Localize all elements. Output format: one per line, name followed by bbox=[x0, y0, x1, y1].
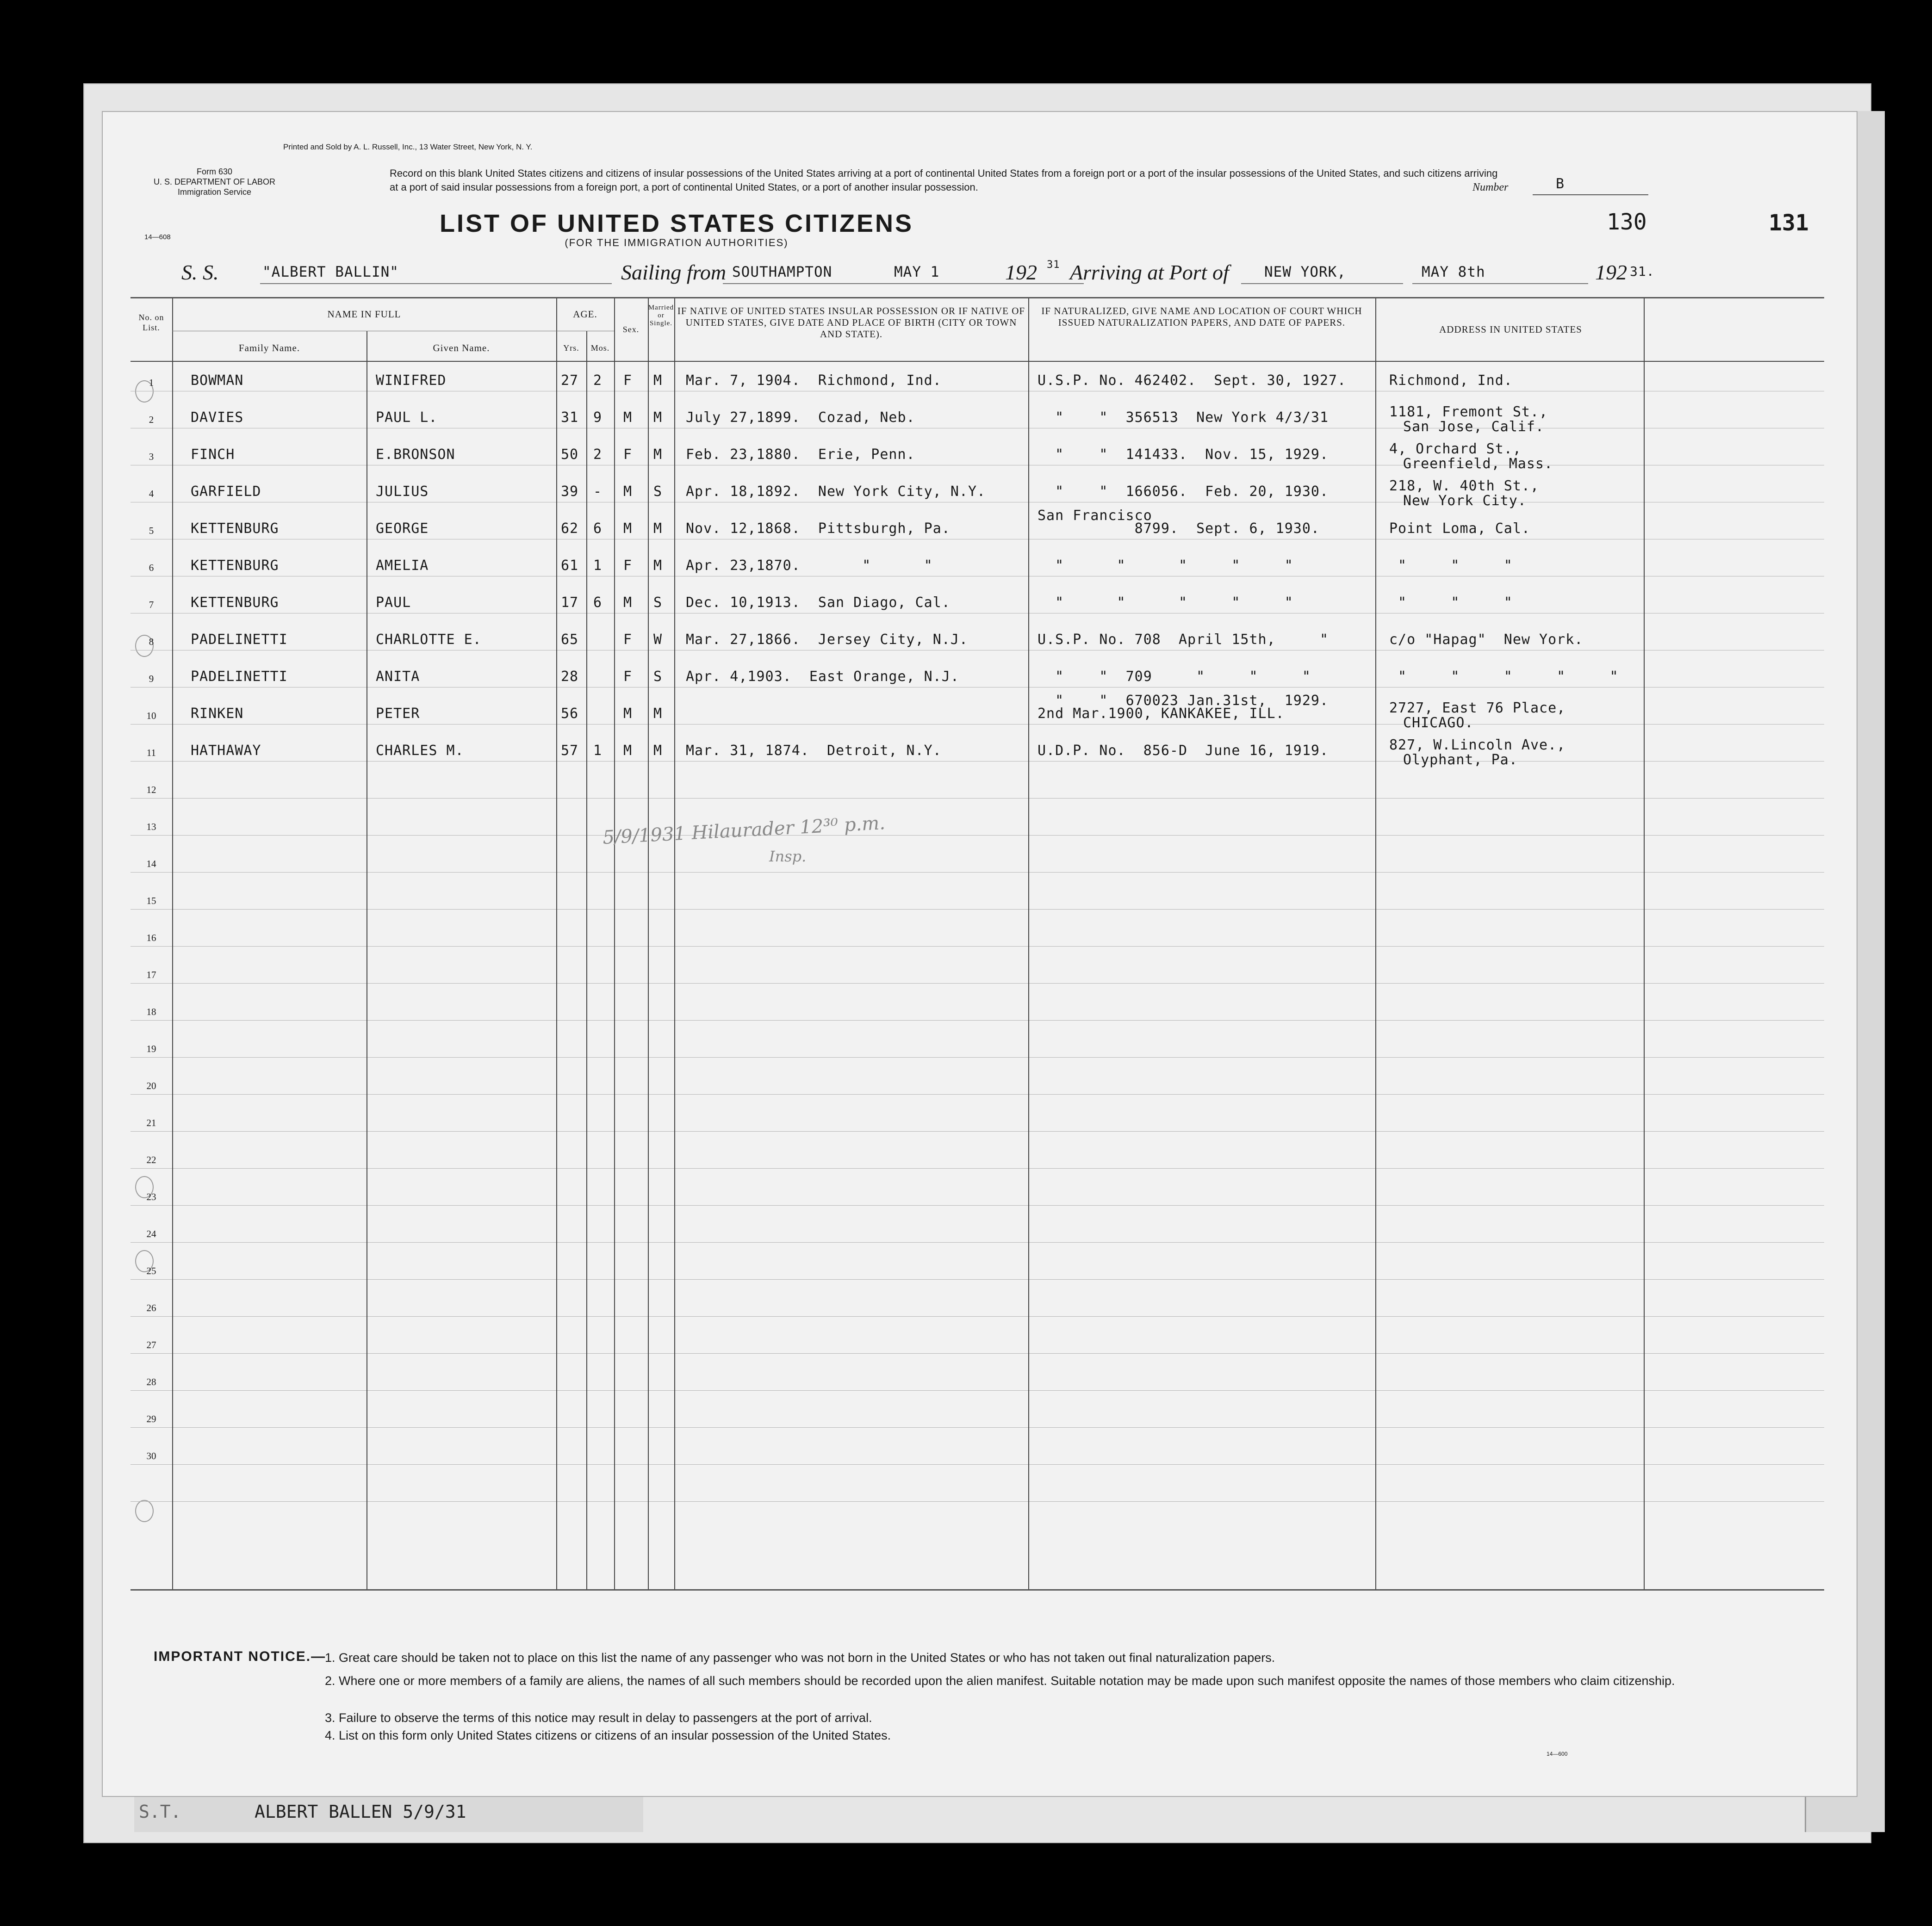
birth-info: Apr. 23,1870. " " bbox=[686, 557, 933, 574]
row-number: 23 bbox=[146, 1191, 156, 1202]
row-number: 22 bbox=[146, 1154, 156, 1165]
age-years: 57 bbox=[561, 743, 579, 759]
ruled-line bbox=[130, 946, 1824, 947]
given-name: CHARLES M. bbox=[376, 743, 464, 759]
arrival-date-line bbox=[1412, 283, 1588, 284]
birth-info: Nov. 12,1868. Pittsburgh, Pa. bbox=[686, 520, 950, 537]
row-number: 4 bbox=[149, 488, 154, 499]
age-years: 31 bbox=[561, 409, 579, 426]
family-name: RINKEN bbox=[191, 706, 244, 722]
ruled-line bbox=[130, 1131, 1824, 1132]
row-number: 21 bbox=[146, 1117, 156, 1128]
naturalization-info: " " 166056. Feb. 20, 1930. bbox=[1037, 483, 1329, 500]
header-yrs: Yrs. bbox=[563, 343, 579, 353]
naturalization-info-above: " " 670023 Jan.31st, 1929. bbox=[1037, 693, 1329, 709]
col-divider bbox=[1644, 298, 1645, 1589]
row-number: 26 bbox=[146, 1302, 156, 1313]
ruled-line bbox=[130, 1057, 1824, 1058]
address-line-2: Greenfield, Mass. bbox=[1403, 456, 1553, 472]
row-number: 8 bbox=[149, 636, 154, 647]
row-number: 1 bbox=[149, 377, 154, 388]
ruled-line bbox=[130, 1094, 1824, 1095]
notice-1: 1. Great care should be taken not to place on this list the name of any passenger who was not born in the United States or who has not taken out final naturalization papers. bbox=[325, 1651, 1275, 1665]
given-name: PETER bbox=[376, 706, 420, 722]
header-given: Given Name. bbox=[433, 342, 490, 353]
family-name: BOWMAN bbox=[191, 372, 244, 389]
form-code: 14—608 bbox=[144, 233, 171, 241]
row-number: 17 bbox=[146, 969, 156, 980]
birth-info: Apr. 18,1892. New York City, N.Y. bbox=[686, 483, 986, 500]
age-months: 1 bbox=[593, 743, 603, 759]
col-divider bbox=[172, 298, 173, 1589]
naturalization-info: U.S.P. No. 462402. Sept. 30, 1927. bbox=[1037, 372, 1347, 389]
age-months: 2 bbox=[593, 372, 603, 389]
age-months: 6 bbox=[593, 595, 603, 611]
ss-label: S. S. bbox=[181, 260, 219, 284]
header-family: Family Name. bbox=[238, 342, 300, 353]
notice-heading: IMPORTANT NOTICE.— bbox=[154, 1649, 326, 1664]
birth-info: Mar. 7, 1904. Richmond, Ind. bbox=[686, 372, 942, 389]
row-number: 13 bbox=[146, 821, 156, 832]
depart-date-line bbox=[871, 283, 1084, 284]
marital-status: W bbox=[653, 632, 663, 648]
sex: M bbox=[623, 409, 633, 426]
address-line-2: New York City. bbox=[1403, 493, 1527, 509]
sex: F bbox=[623, 446, 633, 463]
given-name: AMELIA bbox=[376, 557, 429, 574]
sex: M bbox=[623, 520, 633, 537]
ruled-line bbox=[130, 724, 1824, 725]
row-number: 9 bbox=[149, 673, 154, 684]
marital-status: S bbox=[653, 483, 663, 500]
row-number: 25 bbox=[146, 1265, 156, 1276]
handwritten-inspector-note: 5/9/1931 Hilaurader 12³⁰ p.m. bbox=[602, 812, 886, 848]
marital-status: M bbox=[653, 520, 663, 537]
col-divider bbox=[586, 331, 587, 1589]
address: " " " " " bbox=[1389, 669, 1619, 685]
service: Immigration Service bbox=[178, 187, 252, 197]
col-divider bbox=[556, 298, 557, 1589]
header-naturalized: IF NATURALIZED, GIVE NAME AND LOCATION OF COURT WHICH ISSUED NATURALIZATION PAPERS, AND DATE OF PAPERS. bbox=[1041, 305, 1362, 328]
page-number-131: 131 bbox=[1769, 210, 1809, 236]
age-years: 50 bbox=[561, 446, 579, 463]
header-sex: Sex. bbox=[622, 325, 640, 334]
col-divider bbox=[614, 298, 615, 1589]
ruled-line bbox=[130, 835, 1824, 836]
ruled-line bbox=[130, 1205, 1824, 1206]
naturalization-info: " " " " " bbox=[1037, 557, 1293, 574]
family-name: FINCH bbox=[191, 446, 235, 463]
marital-status: S bbox=[653, 595, 663, 611]
address: " " " bbox=[1389, 557, 1513, 574]
given-name: PAUL bbox=[376, 595, 411, 611]
naturalization-info: " " 356513 New York 4/3/31 bbox=[1037, 409, 1329, 426]
ruled-line bbox=[130, 909, 1824, 910]
header-mos: Mos. bbox=[590, 343, 610, 353]
page-title: LIST OF UNITED STATES CITIZENS bbox=[440, 210, 913, 237]
number-label: Number bbox=[1472, 181, 1509, 193]
col-divider bbox=[674, 298, 675, 1589]
row-number: 19 bbox=[146, 1043, 156, 1054]
family-name: GARFIELD bbox=[191, 483, 261, 500]
sex: F bbox=[623, 372, 633, 389]
row-number: 10 bbox=[146, 710, 156, 721]
year-suffix-1: 31 bbox=[1047, 259, 1060, 271]
address: 4, Orchard St., bbox=[1389, 441, 1522, 457]
family-name: KETTENBURG bbox=[191, 557, 279, 574]
ruled-line bbox=[130, 1242, 1824, 1243]
header-no: No. on List. bbox=[138, 313, 164, 332]
header-age: AGE. bbox=[573, 309, 597, 320]
marital-status: M bbox=[653, 409, 663, 426]
row-number: 2 bbox=[149, 414, 154, 425]
age-years: 27 bbox=[561, 372, 579, 389]
given-name: WINIFRED bbox=[376, 372, 447, 389]
row-number: 7 bbox=[149, 599, 154, 610]
row-number: 3 bbox=[149, 451, 154, 462]
naturalization-info: U.S.P. No. 708 April 15th, " bbox=[1037, 632, 1329, 648]
row-number: 27 bbox=[146, 1339, 156, 1350]
row-number: 24 bbox=[146, 1228, 156, 1239]
given-name: PAUL L. bbox=[376, 409, 438, 426]
row-number: 14 bbox=[146, 858, 156, 869]
address: 218, W. 40th St., bbox=[1389, 478, 1540, 494]
row-number: 28 bbox=[146, 1376, 156, 1387]
ruled-line bbox=[130, 1353, 1824, 1354]
age-months: 9 bbox=[593, 409, 603, 426]
address: Richmond, Ind. bbox=[1389, 372, 1513, 389]
arrival-date: MAY 8th bbox=[1422, 264, 1485, 280]
given-name: ANITA bbox=[376, 669, 420, 685]
naturalization-info: 8799. Sept. 6, 1930. bbox=[1037, 520, 1320, 537]
given-name: CHARLOTTE E. bbox=[376, 632, 482, 648]
footer-strip-st: S.T. bbox=[139, 1802, 181, 1822]
address-line-2: San Jose, Calif. bbox=[1403, 419, 1544, 435]
address: 2727, East 76 Place, bbox=[1389, 700, 1566, 716]
form-number: Form 630 bbox=[197, 167, 233, 176]
notice-3: 3. Failure to observe the terms of this notice may result in delay to passengers at the port of arrival. bbox=[325, 1711, 872, 1725]
ruled-line bbox=[130, 1501, 1824, 1502]
age-months: - bbox=[593, 483, 603, 500]
handwritten-inspector-sub: Insp. bbox=[769, 848, 807, 865]
row-number: 11 bbox=[146, 747, 156, 758]
header-married: Married or Single. bbox=[648, 304, 674, 327]
ruled-line bbox=[130, 798, 1824, 799]
ship-name: "ALBERT BALLIN" bbox=[262, 264, 399, 280]
family-name: PADELINETTI bbox=[191, 669, 288, 685]
row-number: 20 bbox=[146, 1080, 156, 1091]
row-number: 6 bbox=[149, 562, 154, 573]
age-years: 56 bbox=[561, 706, 579, 722]
age-months: 1 bbox=[593, 557, 603, 574]
birth-info: July 27,1899. Cozad, Neb. bbox=[686, 409, 915, 426]
marital-status: M bbox=[653, 372, 663, 389]
department: U. S. DEPARTMENT OF LABOR bbox=[154, 177, 276, 186]
ruled-line bbox=[130, 983, 1824, 984]
page-number-130: 130 bbox=[1607, 209, 1647, 235]
age-years: 28 bbox=[561, 669, 579, 685]
row-number: 5 bbox=[149, 525, 154, 536]
marital-status: S bbox=[653, 669, 663, 685]
manifest-page bbox=[102, 111, 1857, 1797]
marital-status: M bbox=[653, 557, 663, 574]
depart-port: SOUTHAMPTON bbox=[732, 264, 832, 280]
naturalization-info: " " " " " bbox=[1037, 595, 1293, 611]
family-name: HATHAWAY bbox=[191, 743, 261, 759]
row-number: 15 bbox=[146, 895, 156, 906]
header-name-in-full: NAME IN FULL bbox=[327, 309, 401, 320]
bottom-code: 14—600 bbox=[1547, 1751, 1568, 1757]
birth-info: Feb. 23,1880. Erie, Penn. bbox=[686, 446, 915, 463]
sex: F bbox=[623, 557, 633, 574]
given-name: GEORGE bbox=[376, 520, 429, 537]
birth-info: Dec. 10,1913. San Diago, Cal. bbox=[686, 595, 950, 611]
sex: F bbox=[623, 669, 633, 685]
ruled-line bbox=[130, 872, 1824, 873]
family-name: KETTENBURG bbox=[191, 595, 279, 611]
birth-info: Apr. 4,1903. East Orange, N.J. bbox=[686, 669, 959, 685]
printer-line: Printed and Sold by A. L. Russell, Inc., 13 Water Street, New York, N. Y. bbox=[283, 142, 533, 151]
header-address: ADDRESS IN UNITED STATES bbox=[1439, 324, 1582, 335]
header-birth: IF NATIVE OF UNITED STATES INSULAR POSSESSION OR IF NATIVE OF UNITED STATES, GIVE DATE AND PLACE OF BIRTH (CITY OR TOWN AND STATE). bbox=[677, 305, 1025, 340]
ruled-line bbox=[130, 1279, 1824, 1280]
notice-2: 2. Where one or more members of a family are aliens, the names of all such members should be recorded upon the alien manifest. Suitable notation may be made upon such manifest opposite the names of those members who claim citizenship. bbox=[325, 1674, 1675, 1688]
sex: F bbox=[623, 632, 633, 648]
footer-strip bbox=[134, 1795, 643, 1832]
address: 827, W.Lincoln Ave., bbox=[1389, 737, 1566, 753]
arrival-port: NEW YORK, bbox=[1264, 264, 1346, 280]
naturalization-info: " " 141433. Nov. 15, 1929. bbox=[1037, 446, 1329, 463]
sex: M bbox=[623, 483, 633, 500]
sex: M bbox=[623, 706, 633, 722]
age-months: 6 bbox=[593, 520, 603, 537]
family-name: KETTENBURG bbox=[191, 520, 279, 537]
sex: M bbox=[623, 595, 633, 611]
form-id bbox=[154, 167, 275, 197]
number-line bbox=[1533, 194, 1648, 195]
sex: M bbox=[623, 743, 633, 759]
header-bottom-rule bbox=[130, 361, 1824, 362]
col-divider bbox=[648, 298, 649, 1589]
page-subtitle: (FOR THE IMMIGRATION AUTHORITIES) bbox=[565, 237, 789, 248]
age-months: 2 bbox=[593, 446, 603, 463]
row-number: 12 bbox=[146, 784, 156, 795]
marital-status: M bbox=[653, 446, 663, 463]
given-name: JULIUS bbox=[376, 483, 429, 500]
birth-info: Mar. 31, 1874. Detroit, N.Y. bbox=[686, 743, 942, 759]
row-number: 16 bbox=[146, 932, 156, 943]
given-name: E.BRONSON bbox=[376, 446, 455, 463]
naturalization-info-above: San Francisco bbox=[1037, 508, 1152, 524]
age-years: 65 bbox=[561, 632, 579, 648]
ruled-line bbox=[130, 1464, 1824, 1465]
col-divider bbox=[1375, 298, 1376, 1589]
address: 1181, Fremont St., bbox=[1389, 404, 1548, 420]
ruled-line bbox=[130, 1168, 1824, 1169]
ruled-line bbox=[130, 1316, 1824, 1317]
age-years: 62 bbox=[561, 520, 579, 537]
family-name: DAVIES bbox=[191, 409, 244, 426]
marital-status: M bbox=[653, 706, 663, 722]
ruled-line bbox=[130, 761, 1824, 762]
col-divider bbox=[1028, 298, 1029, 1589]
ruled-line bbox=[130, 1390, 1824, 1391]
family-name: PADELINETTI bbox=[191, 632, 288, 648]
depart-date: MAY 1 bbox=[894, 264, 940, 280]
naturalization-info: U.D.P. No. 856-D June 16, 1919. bbox=[1037, 743, 1329, 759]
age-years: 39 bbox=[561, 483, 579, 500]
year-prefix-2: 192 bbox=[1595, 260, 1627, 284]
address: Point Loma, Cal. bbox=[1389, 520, 1530, 537]
arriving-label: Arriving at Port of bbox=[1070, 260, 1229, 284]
address: " " " bbox=[1389, 595, 1513, 611]
ruled-line bbox=[130, 1020, 1824, 1021]
row-number: 30 bbox=[146, 1450, 156, 1462]
row-number: 29 bbox=[146, 1413, 156, 1424]
number-value: B bbox=[1556, 176, 1565, 192]
address-line-2: CHICAGO. bbox=[1403, 715, 1474, 731]
sailing-label: Sailing from bbox=[621, 260, 727, 284]
ruled-line bbox=[130, 1427, 1824, 1428]
address-line-2: Olyphant, Pa. bbox=[1403, 752, 1518, 768]
marital-status: M bbox=[653, 743, 663, 759]
year-prefix-1: 192 bbox=[1005, 260, 1037, 284]
arrival-port-line bbox=[1241, 283, 1403, 284]
footer-strip-text: ALBERT BALLEN 5/9/31 bbox=[255, 1802, 466, 1822]
address: c/o "Hapag" New York. bbox=[1389, 632, 1584, 648]
preamble: Record on this blank United States citizens and citizens of insular possessions of the United States arriving at a port of continental United States from a foreign port or a port of the insular possessions of the United States, and such citizens arriving at a port of said insular possessions from a foreign port, a port of continental United States, or a port of another insular possession. bbox=[390, 167, 1498, 193]
year-suffix-2: 31. bbox=[1630, 264, 1655, 279]
age-years: 61 bbox=[561, 557, 579, 574]
age-years: 17 bbox=[561, 595, 579, 611]
ship-line bbox=[260, 283, 612, 284]
manifest-table bbox=[130, 297, 1824, 1591]
naturalization-info: 2nd Mar.1900, KANKAKEE, ILL. bbox=[1037, 706, 1285, 722]
row-number: 18 bbox=[146, 1006, 156, 1017]
notice-4: 4. List on this form only United States citizens or citizens of an insular possession of the United States. bbox=[325, 1728, 891, 1742]
birth-info: Mar. 27,1866. Jersey City, N.J. bbox=[686, 632, 968, 648]
naturalization-info: " " 709 " " " bbox=[1037, 669, 1311, 685]
